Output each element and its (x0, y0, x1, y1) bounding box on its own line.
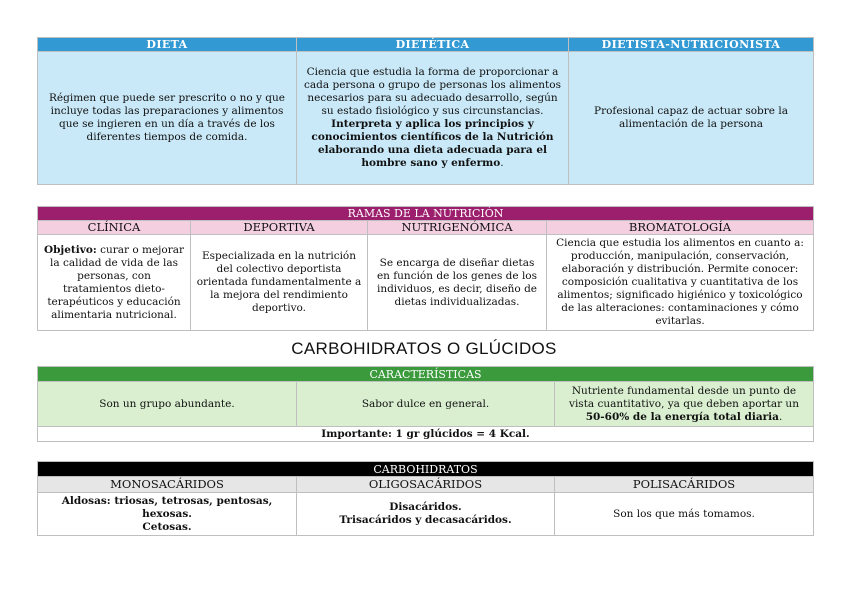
ramas-table (37, 206, 814, 331)
oligo-line2: Trisacáridos y decasacáridos. (339, 514, 512, 526)
oligo-line1: Disacáridos. (389, 501, 462, 513)
mono-line2: Cetosas. (142, 520, 192, 533)
cell-caracteristica-3 (555, 382, 814, 427)
cell-monosacaridos (38, 493, 297, 536)
mono-line1: Aldosas: triosas, tetrosas, pentosas, hexosas. (61, 494, 273, 520)
dietetica-end: . (500, 157, 504, 169)
header-dietetica: DIETÉTICA (297, 38, 569, 52)
clinica-text: curar o mejorar la calidad de vida de las personas, con tratamientos dieto-terapéuticos y educación alimentaria nutricional. (47, 243, 185, 321)
dietetica-text: Ciencia que estudia la forma de proporcionar a cada persona o grupo de personas los alimentos necesarios para su adecuado desarrollo, según su estado fisiológico y sus circunstancias. (304, 66, 561, 117)
cell-clinica (38, 235, 191, 331)
ramas-title: RAMAS DE LA NUTRICIÓN (38, 207, 814, 221)
header-clinica: CLÍNICA (38, 221, 191, 235)
header-bromatologia: BROMATOLOGÍA (547, 221, 814, 235)
dieta-table (37, 37, 814, 185)
cell-dietetica (297, 52, 569, 185)
header-monosacaridos: MONOSACÁRIDOS (38, 477, 297, 493)
tipos-title: CARBOHIDRATOS (38, 462, 814, 477)
dietetica-bold-text: Interpreta y aplica los principios y conocimientos científicos de la Nutrición elaborando una dieta adecuada para el hombre sano y enfermo (311, 118, 554, 169)
header-dieta: DIETA (38, 38, 297, 52)
cell-dieta: Régimen que puede ser prescrito o no y que incluye todas las preparaciones y alimentos que se ingieren en un día a través de los diferentes tiempos de comida. (38, 52, 297, 185)
header-polisacaridos: POLISACÁRIDOS (555, 477, 814, 493)
cell-caracteristica-2: Sabor dulce en general. (297, 382, 555, 427)
cell-deportiva: Especializada en la nutrición del colectivo deportista orientada fundamentalmente a la mejora del rendimiento deportivo. (191, 235, 368, 331)
cell-dietista: Profesional capaz de actuar sobre la alimentación de la persona (569, 52, 814, 185)
header-nutrigenomica: NUTRIGENÓMICA (368, 221, 547, 235)
header-dietista: DIETISTA-NUTRICIONISTA (569, 38, 814, 52)
carbohidratos-title: CARBOHIDRATOS O GLÚCIDOS (291, 339, 557, 358)
caracteristicas-table (37, 366, 814, 442)
cell-caracteristica-1: Son un grupo abundante. (38, 382, 297, 427)
caracteristicas-footer: Importante: 1 gr glúcidos = 4 Kcal. (38, 427, 814, 442)
caracteristica-3-text: Nutriente fundamental desde un punto de vista cuantitativo, ya que deben aportar un (569, 384, 799, 410)
cell-polisacaridos: Son los que más tomamos. (555, 493, 814, 536)
header-oligosacaridos: OLIGOSACÁRIDOS (297, 477, 555, 493)
tipos-table (37, 461, 814, 536)
cell-nutrigenomica: Se encarga de diseñar dietas en función de los genes de los individuos, es decir, diseño de dietas individualizadas. (368, 235, 547, 331)
caracteristica-3-bold: 50-60% de la energía total diaria (585, 410, 779, 423)
cell-bromatologia: Ciencia que estudia los alimentos en cuanto a: producción, manipulación, conservación, elaboración y distribución. Permite conocer: composición cualitativa y cuantitativa de los alimentos; significado higiénico y toxicológico de las alteraciones: contaminaciones y cómo evitarlas. (547, 235, 814, 331)
clinica-label: Objetivo: (43, 243, 97, 256)
header-deportiva: DEPORTIVA (191, 221, 368, 235)
caracteristica-3-end: . (778, 410, 783, 423)
cell-oligosacaridos (297, 493, 555, 536)
caracteristicas-title: CARACTERÍSTICAS (38, 367, 814, 382)
